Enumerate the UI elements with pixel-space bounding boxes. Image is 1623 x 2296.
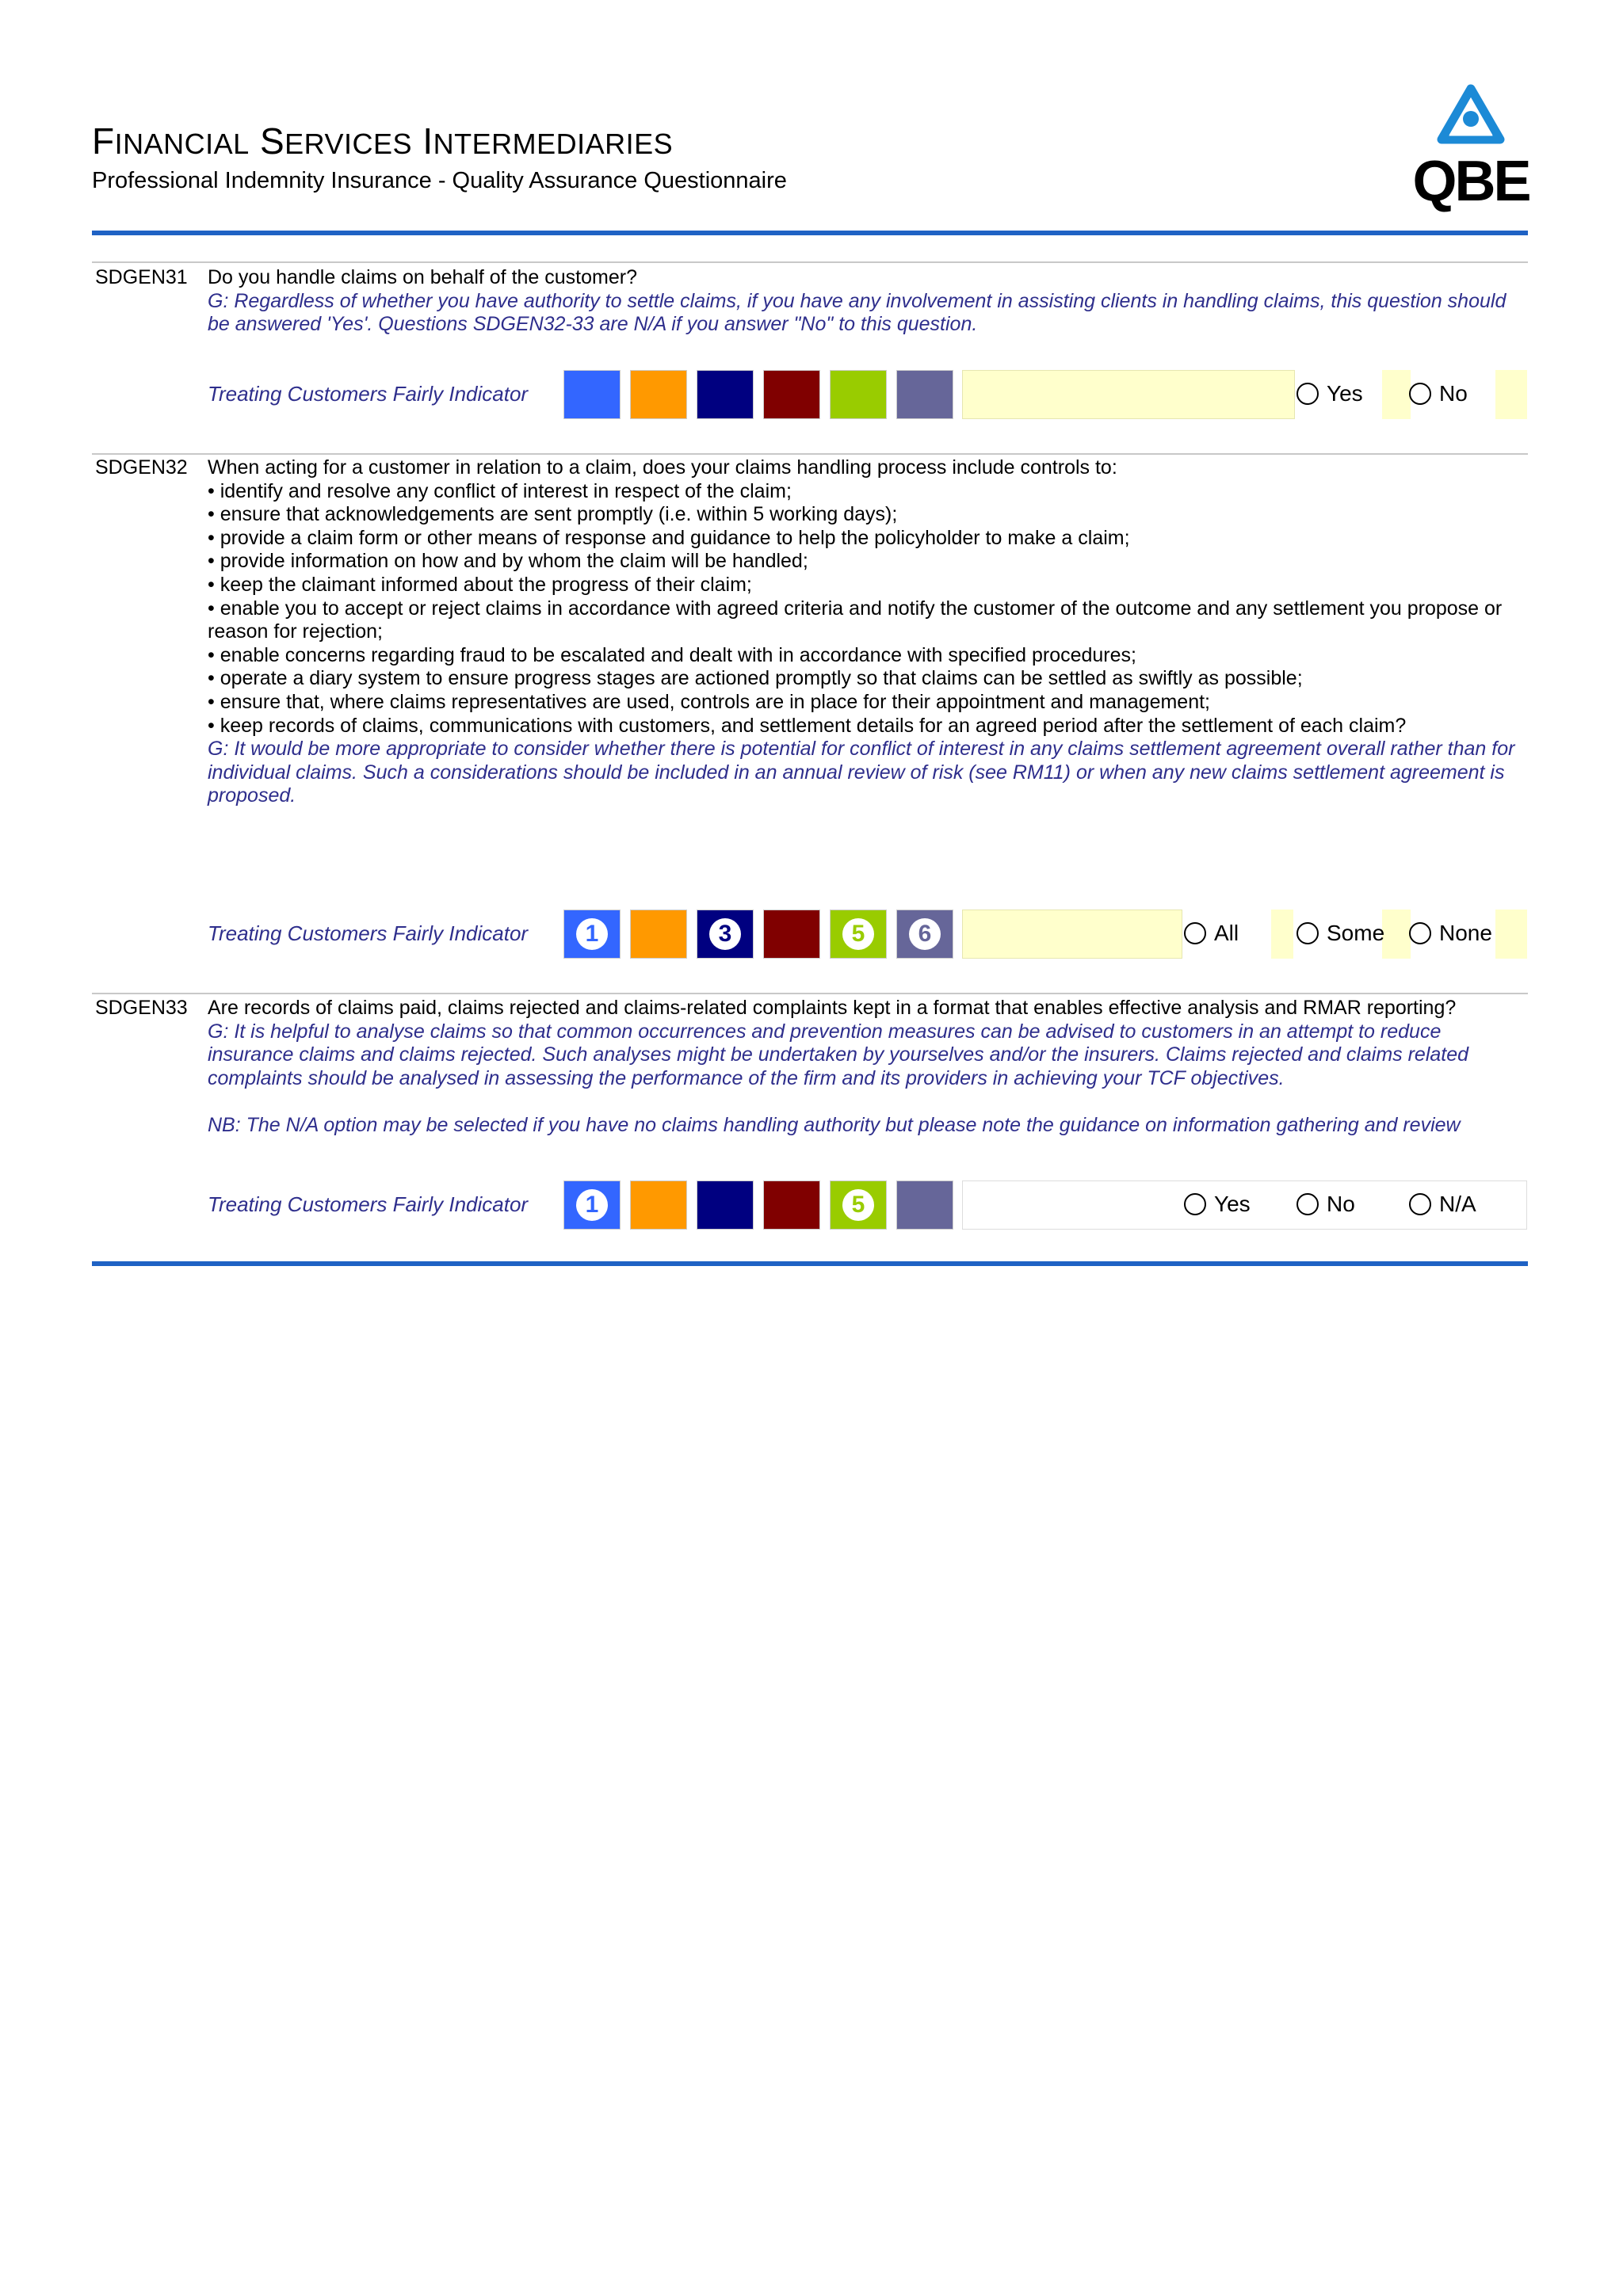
question-text: Do you handle claims on behalf of the customer? (208, 266, 637, 288)
radio-yes[interactable]: Yes (1296, 381, 1363, 406)
tcf-indicator-6 (896, 1180, 953, 1230)
question-divider (92, 453, 1528, 455)
radio-none[interactable]: None (1409, 921, 1492, 946)
question-id: SDGEN33 (95, 997, 188, 1019)
tcf-indicator-2 (630, 370, 687, 419)
tcf-indicator-1 (563, 1180, 621, 1230)
question-sdgen31 (92, 266, 1530, 345)
header-divider (92, 231, 1528, 235)
radio-circle-icon[interactable] (1409, 922, 1431, 944)
qbe-logo (1411, 82, 1530, 213)
tcf-indicator-1 (563, 910, 621, 959)
answer-cell (1271, 910, 1293, 959)
radio-circle-icon[interactable] (1184, 922, 1206, 944)
tcf-row-sdgen33 (92, 1180, 1530, 1230)
radio-no[interactable]: No (1409, 381, 1468, 406)
radio-circle-icon[interactable] (1296, 922, 1319, 944)
radio-some[interactable]: Some (1296, 921, 1384, 946)
tcf-indicator-4 (763, 370, 820, 419)
indicator-number: 5 (842, 1189, 874, 1221)
logo-text: QBE (1412, 150, 1529, 213)
question-divider (92, 261, 1528, 263)
question-sdgen33 (92, 997, 1530, 1176)
tcf-indicator-1 (563, 370, 621, 419)
tcf-indicator-4 (763, 1180, 820, 1230)
page-subtitle: Professional Indemnity Insurance - Quality Assurance Questionnaire (92, 168, 787, 193)
tcf-label: Treating Customers Fairly Indicator (208, 1192, 529, 1216)
radio-no[interactable]: No (1296, 1192, 1355, 1217)
indicator-number: 6 (909, 918, 941, 950)
radio-na[interactable]: N/A (1409, 1192, 1476, 1217)
bullet-item: • ensure that, where claims representatives are used, controls are in place for their appointment and management; (208, 691, 1529, 715)
tcf-indicator-6 (896, 370, 953, 419)
answer-comment-field[interactable] (962, 910, 1182, 959)
radio-circle-icon[interactable] (1296, 1193, 1319, 1215)
tcf-indicator-3 (697, 1180, 754, 1230)
tcf-indicator-5 (830, 370, 887, 419)
bullet-item: • identify and resolve any conflict of interest in respect of the claim; (208, 480, 1529, 504)
radio-yes[interactable]: Yes (1184, 1192, 1251, 1217)
indicator-number: 1 (576, 918, 608, 950)
question-text: Are records of claims paid, claims rejected and claims-related complaints kept in a format that enables effective analysis and RMAR reporting? (208, 997, 1457, 1019)
question-guidance: G: Regardless of whether you have authority to settle claims, if you have any involvement in assisting clients in handling claims, this question should be answered 'Yes'. Questions SDGEN32-33 are N/A if you answer "No" to this question. (208, 289, 1507, 336)
bullet-item: • ensure that acknowledgements are sent promptly (i.e. within 5 working days); (208, 503, 1529, 527)
page-title: FINANCIAL SERVICES INTERMEDIARIES (92, 120, 674, 162)
tcf-indicator-2 (630, 1180, 687, 1230)
tcf-indicator-5 (830, 1180, 887, 1230)
question-id: SDGEN31 (95, 266, 188, 288)
radio-circle-icon[interactable] (1184, 1193, 1206, 1215)
question-guidance: G: It is helpful to analyse claims so that common occurrences and prevention measures can be advised to customers in an attempt to reduce insurance claims and claims rejected. Such analyses might be undertaken by yourselves and/or the insurers. Claims rejected and claims related complaints should be analysed in assessing the performance of the firm and its providers in achieving your TCF objectives. (208, 1020, 1469, 1089)
answer-cell (1382, 910, 1411, 959)
answer-comment-field[interactable] (962, 370, 1295, 419)
bullet-item: • enable concerns regarding fraud to be escalated and dealt with in accordance with specified procedures; (208, 644, 1529, 668)
tcf-label: Treating Customers Fairly Indicator (208, 382, 529, 406)
radio-circle-icon[interactable] (1409, 383, 1431, 405)
question-guidance: G: It would be more appropriate to consider whether there is potential for conflict of interest in any claims settlement agreement overall rather than for individual claims. Such a considerations should be included in an annual review of risk (see RM11) or when any new claims settlement agreement is proposed. (208, 738, 1515, 807)
footer-divider (92, 1261, 1528, 1266)
answer-cell (1495, 370, 1527, 419)
tcf-row-sdgen32 (92, 910, 1530, 959)
radio-circle-icon[interactable] (1296, 383, 1319, 405)
bullet-item: • provide a claim form or other means of response and guidance to help the policyholder to make a claim; (208, 527, 1529, 551)
indicator-number: 3 (709, 918, 741, 950)
question-id: SDGEN32 (95, 456, 188, 479)
indicator-number: 1 (576, 1189, 608, 1221)
tcf-indicator-3 (697, 370, 754, 419)
question-body (208, 997, 1529, 1138)
bullet-item: • keep records of claims, communications with customers, and settlement details for an agreed period after the settlement of each claim? (208, 715, 1529, 738)
answer-cell (1495, 910, 1527, 959)
bullet-item: • operate a diary system to ensure progress stages are actioned promptly so that claims can be settled as swiftly as possible; (208, 667, 1529, 691)
tcf-indicator-2 (630, 910, 687, 959)
indicator-number: 5 (842, 918, 874, 950)
tcf-indicator-3 (697, 910, 754, 959)
question-body (208, 456, 1529, 808)
tcf-row-sdgen31 (92, 370, 1530, 419)
tcf-indicator-5 (830, 910, 887, 959)
page-header (92, 119, 1530, 234)
bullet-item: • enable you to accept or reject claims in accordance with agreed criteria and notify the customer of the outcome and any settlement you propose or reason for rejection; (208, 597, 1529, 644)
qbe-emblem-icon (1411, 82, 1530, 150)
bullet-item: • provide information on how and by whom the claim will be handled; (208, 550, 1529, 574)
question-divider (92, 993, 1528, 994)
tcf-indicator-6 (896, 910, 953, 959)
question-note: NB: The N/A option may be selected if you have no claims handling authority but please note the guidance on information gathering and review (208, 1113, 1461, 1136)
question-sdgen32 (92, 456, 1530, 813)
answer-cell (1382, 370, 1411, 419)
bullet-item: • keep the claimant informed about the progress of their claim; (208, 574, 1529, 597)
question-text: When acting for a customer in relation to a claim, does your claims handling process include controls to: (208, 456, 1117, 479)
question-body (208, 266, 1529, 337)
radio-circle-icon[interactable] (1409, 1193, 1431, 1215)
radio-all[interactable]: All (1184, 921, 1239, 946)
tcf-label: Treating Customers Fairly Indicator (208, 921, 529, 945)
tcf-indicator-4 (763, 910, 820, 959)
